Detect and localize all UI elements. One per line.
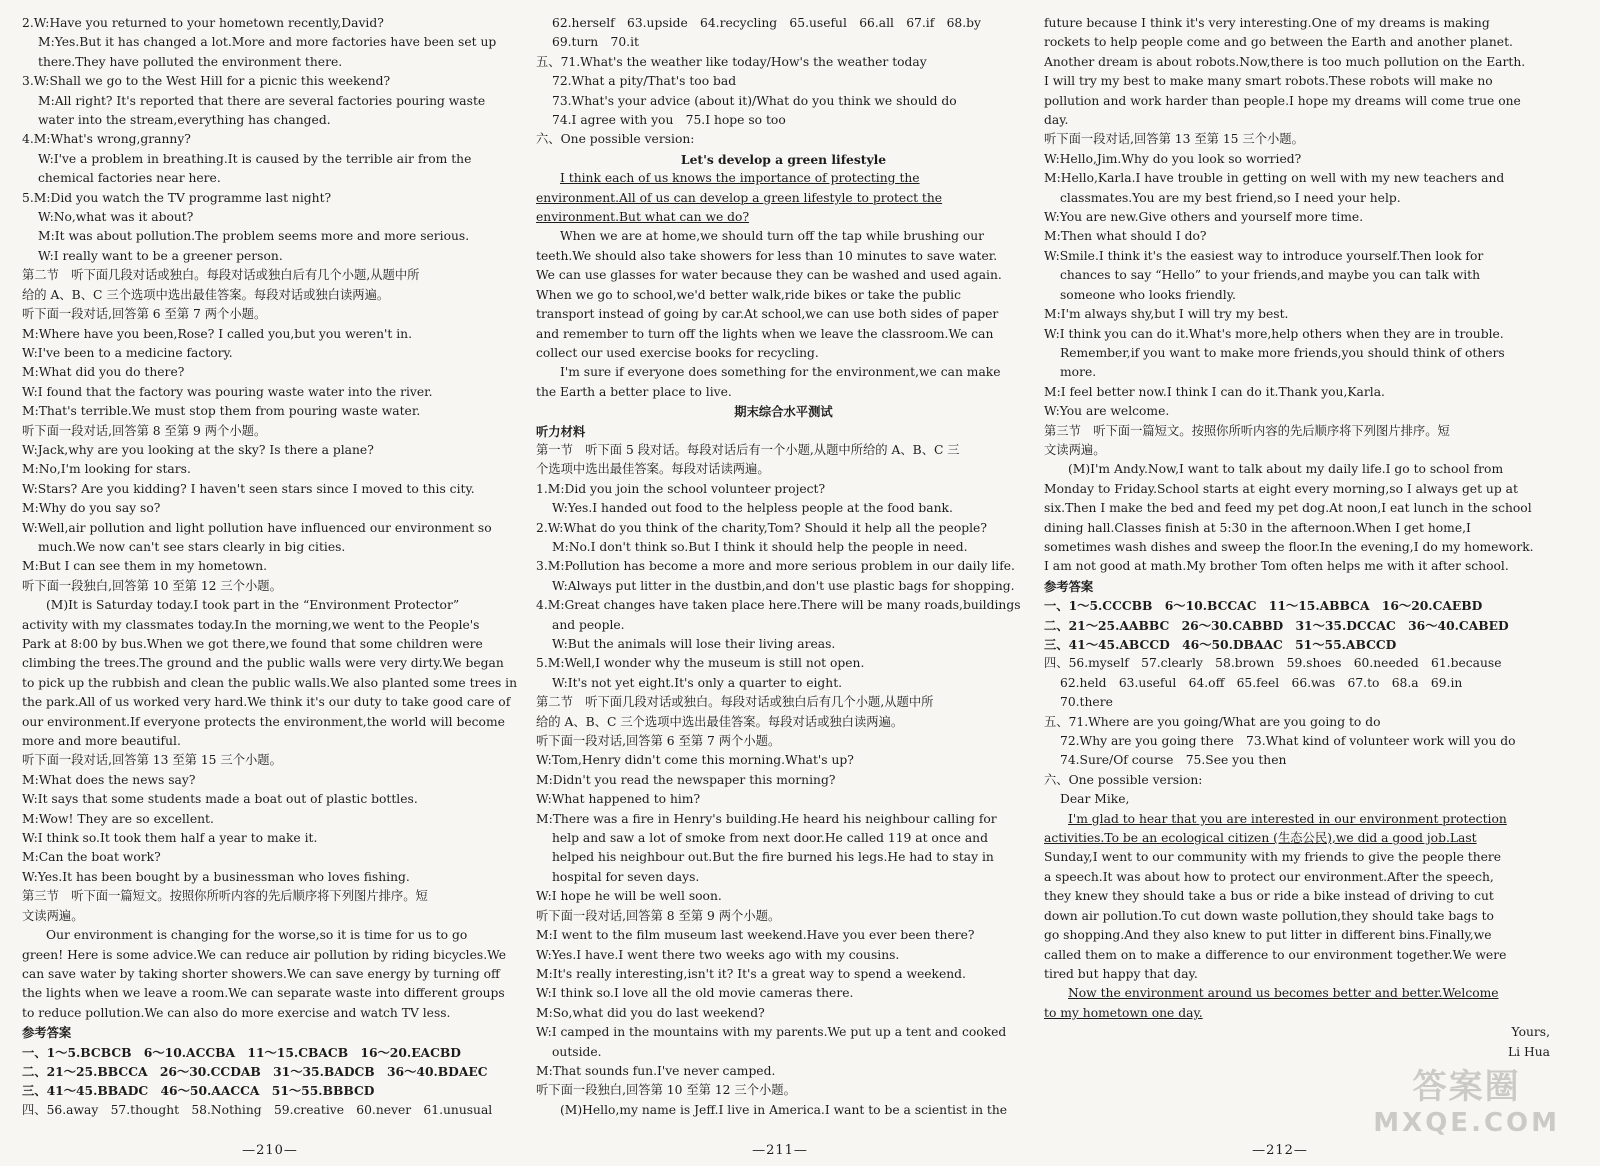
text-line: W:Well,air pollution and light pollution have influenced our environment so	[22, 520, 492, 535]
text-line: and people.	[552, 617, 625, 632]
text-line: 74.I agree with you 75.I hope so too	[552, 113, 786, 128]
text-line: 一、1～5.BCBCB 6～10.ACCBA 11～15.CBACB 16～20.EACBD	[22, 1044, 461, 1060]
text-line: 一、1～5.CCCBB 6～10.BCCAC 11～15.ABBCA 16～20.CAEBD	[1044, 598, 1483, 614]
text-line: 听下面一段对话,回答第 13 至第 15 三个小题。	[22, 753, 282, 768]
text-line: 听力材料	[536, 423, 586, 439]
text-line: water into the stream,everything has changed.	[38, 113, 331, 128]
text-line: a speech.It was about how to protect our environment.After the speech,	[1044, 869, 1494, 884]
text-line: 听下面一段独白,回答第 10 至第 12 三个小题。	[536, 1083, 796, 1098]
text-line: M:No.I don't think so.But I think it should help the people in need.	[552, 539, 968, 554]
text-line: sometimes wash dishes and sweep the floor.In the evening,I do my homework.	[1044, 539, 1534, 554]
text-line: 给的 A、B、C 三个选项中选出最佳答案。每段对话或独白读两遍。	[536, 714, 904, 729]
text-line: W:I hope he will be well soon.	[536, 889, 722, 904]
text-line: Let's develop a green lifestyle	[680, 151, 887, 167]
text-line: W:You are new.Give others and yourself more time.	[1044, 210, 1364, 225]
text-line: 第三节 听下面一篇短文。按照你所听内容的先后顺序将下列图片排序。短	[22, 889, 428, 904]
text-line: I am not good at math.My brother Tom often helps me with it after school.	[1044, 559, 1509, 574]
text-line: 62.held 63.useful 64.off 65.feel 66.was 67.to 68.a 69.in	[1060, 675, 1463, 690]
text-line: there.They have polluted the environment there.	[38, 54, 343, 69]
text-line: I will try my best to make many smart robots.These robots will make no	[1044, 74, 1493, 89]
text-line: M:So,what did you do last weekend?	[536, 1005, 765, 1020]
text-line: 参考答案	[22, 1025, 72, 1041]
page-left-column	[22, 14, 522, 1166]
text-line: 1.M:Did you join the school volunteer project?	[536, 481, 826, 496]
text-line: M:Where have you been,Rose? I called you,but you weren't in.	[22, 326, 412, 341]
text-line: (M)Hello,my name is Jeff.I live in America.I want to be a scientist in the	[560, 1102, 1008, 1117]
text-line: 2.W:What do you think of the charity,Tom? Should it help all the people?	[536, 520, 987, 535]
text-line: 文读两遍。	[22, 908, 84, 923]
text-line: W:Stars? Are you kidding? I haven't seen stars since I moved to this city.	[22, 481, 475, 496]
text-line: the park.All of us worked very hard.We think it's our duty to take good care of	[22, 695, 511, 710]
page-right-column	[1044, 14, 1550, 1166]
text-line: Now the environment around us becomes better and better.Welcome	[1068, 986, 1499, 1001]
text-line: 听下面一段对话,回答第 8 至第 9 两个小题。	[536, 908, 781, 923]
text-line: day.	[1044, 113, 1069, 128]
text-line: transport instead of going by car.At school,we can use both sides of paper	[536, 307, 999, 322]
text-line: called them on to make a difference to our environment together.We were	[1044, 947, 1507, 962]
text-line: help and saw a lot of smoke from next door.He called 119 at once and	[552, 831, 988, 846]
text-line: (M)It is Saturday today.I took part in the “Environment Protector”	[46, 598, 460, 613]
text-line: When we go to school,we'd better walk,ride bikes or take the public	[536, 287, 961, 302]
text-line: I'm sure if everyone does something for the environment,we can make	[560, 365, 1001, 380]
text-line: M:That's terrible.We must stop them from pouring waste water.	[22, 404, 421, 419]
text-line: six.Then I make the bed and feed my pet dog.At noon,I eat lunch in the school	[1044, 501, 1532, 516]
text-line: M:No,I'm looking for stars.	[22, 462, 191, 477]
text-line: M:I feel better now.I think I can do it.Thank you,Karla.	[1044, 384, 1385, 399]
text-line: W:I found that the factory was pouring waste water into the river.	[22, 384, 433, 399]
text-line: Park at 8:00 by bus.When we got there,we found that some children were	[22, 637, 483, 651]
text-line: they knew they should take a bus or ride a bike instead of driving to cut	[1044, 889, 1494, 904]
text-line: 5.M:Well,I wonder why the museum is still not open.	[536, 656, 865, 671]
text-line: much.We now can't see stars clearly in big cities.	[38, 539, 346, 554]
text-line: down air pollution.To cut down waste pollution,they should take bags to	[1044, 908, 1494, 923]
text-line: W:I've a problem in breathing.It is caused by the terrible air from the	[38, 151, 472, 166]
text-line: W:Yes.I have.I went there two weeks ago with my cousins.	[536, 947, 900, 962]
text-line: W:I camped in the mountains with my parents.We put up a tent and cooked	[536, 1025, 1007, 1040]
text-line: W:I think you can do it.What's more,help others when they are in trouble.	[1044, 326, 1504, 341]
text-line: W:But the animals will lose their living areas.	[552, 637, 836, 651]
text-line: 六、One possible version:	[536, 132, 695, 147]
text-line: 第一节 听下面 5 段对话。每段对话后有一个小题,从题中所给的 A、B、C 三	[536, 442, 960, 457]
text-line: our environment.If everyone protects the environment,the world will become	[22, 714, 505, 729]
text-line: can save water by taking shorter showers.We can save energy by turning off	[22, 966, 500, 981]
text-line: 第二节 听下面几段对话或独白。每段对话或独白后有几个小题,从题中所	[22, 268, 420, 283]
text-line: rockets to help people come and go between the Earth and another planet.	[1044, 35, 1513, 50]
text-line: M:That sounds fun.I've never camped.	[536, 1063, 776, 1078]
text-line: 69.turn 70.it	[552, 35, 639, 50]
text-line: green! Here is some advice.We can reduce air pollution by riding bicycles.We	[22, 947, 507, 962]
text-line: M:I went to the film museum last weekend.Have you ever been there?	[536, 928, 975, 943]
text-line: 听下面一段对话,回答第 6 至第 7 两个小题。	[536, 734, 781, 749]
text-line: 74.Sure/Of course 75.See you then	[1060, 753, 1287, 768]
text-line: 三、41～45.ABCCD 46～50.DBAAC 51～55.ABCCD	[1044, 637, 1397, 652]
text-line: activities.To be an ecological citizen (生态公民),we did a good job.Last	[1044, 831, 1477, 846]
text-line: 听下面一段对话,回答第 6 至第 7 两个小题。	[22, 307, 267, 322]
text-line: W:You are welcome.	[1044, 404, 1170, 419]
text-line: 文读两遍。	[1044, 442, 1106, 457]
text-line: Another dream is about robots.Now,there is too much pollution on the Earth.	[1044, 54, 1526, 69]
text-line: 六、One possible version:	[1044, 772, 1203, 787]
text-line: hospital for seven days.	[552, 869, 700, 884]
text-line: W:Yes.I handed out food to the helpless people at the food bank.	[552, 501, 953, 516]
text-line: Monday to Friday.School starts at eight every morning,so I always get up at	[1044, 481, 1518, 496]
text-line: 72.Why are you going there 73.What kind of volunteer work will you do	[1060, 734, 1516, 749]
text-line: environment.But what can we do?	[536, 210, 750, 225]
text-line: M:It's really interesting,isn't it? It's a great way to spend a weekend.	[536, 966, 966, 981]
text-line: chemical factories near here.	[38, 171, 221, 186]
text-line: 5.M:Did you watch the TV programme last night?	[22, 190, 332, 205]
text-line: W:What happened to him?	[536, 792, 701, 807]
text-line: 4.M:Great changes have taken place here.There will be many roads,buildings	[536, 598, 1021, 613]
text-line: M:There was a fire in Henry's building.He heard his neighbour calling for	[536, 811, 997, 826]
text-line: pollution and work harder than people.I hope my dreams will come true one	[1044, 93, 1521, 108]
text-line: 二、21～25.AABBC 26～30.CABBD 31～35.DCCAC 36～40.CABED	[1044, 617, 1509, 633]
text-line: chances to say “Hello” to your friends,and maybe you can talk with	[1060, 268, 1481, 283]
text-line: helped his neighbour out.But the fire burned his legs.He had to stay in	[552, 850, 994, 865]
text-line: M:Didn't you read the newspaper this morning?	[536, 772, 836, 787]
text-line: M:Why do you say so?	[22, 501, 161, 516]
text-line: 四、56.myself 57.clearly 58.brown 59.shoes 60.needed 61.because	[1044, 656, 1502, 671]
text-line: M:Then what should I do?	[1044, 229, 1207, 244]
text-line: dining hall.Classes finish at 5:30 in the afternoon.When I get home,I	[1044, 520, 1471, 535]
text-line: M:What does the news say?	[22, 772, 196, 787]
text-line: 第二节 听下面几段对话或独白。每段对话或独白后有几个小题,从题中所	[536, 695, 934, 710]
text-line: M:I'm always shy,but I will try my best.	[1044, 307, 1289, 322]
watermark-logo	[1373, 1059, 1560, 1138]
text-line: tired but happy that day.	[1044, 966, 1198, 981]
text-line: 听下面一段对话,回答第 8 至第 9 两个小题。	[22, 423, 267, 438]
text-line: M:Can the boat work?	[22, 850, 161, 865]
text-line: W:It's not yet eight.It's only a quarter to eight.	[552, 675, 843, 690]
text-line: W:Yes.It has been bought by a businessman who loves fishing.	[22, 869, 410, 884]
text-line: When we are at home,we should turn off the tap while brushing our	[560, 229, 985, 244]
text-line: 听下面一段独白,回答第 10 至第 12 三个小题。	[22, 578, 282, 593]
text-line: outside.	[552, 1044, 602, 1059]
text-line: 个选项中选出最佳答案。每段对话读两遍。	[536, 462, 770, 477]
text-line: 第三节 听下面一篇短文。按照你所听内容的先后顺序将下列图片排序。短	[1044, 423, 1450, 438]
text-line: 62.herself 63.upside 64.recycling 65.useful 66.all 67.if 68.by	[552, 16, 981, 30]
text-line: 3.W:Shall we go to the West Hill for a picnic this weekend?	[22, 74, 391, 89]
text-line: M:Yes.But it has changed a lot.More and more factories have been set up	[38, 35, 497, 50]
text-line: M:Wow! They are so excellent.	[22, 811, 214, 826]
text-line: 二、21～25.BBCCA 26～30.CCDAB 31～35.BADCB 36～40.BDAEC	[22, 1063, 488, 1079]
page-number: —212—	[1252, 1143, 1308, 1158]
text-line: W:Jack,why are you looking at the sky? Is there a plane?	[22, 442, 374, 457]
text-lines	[22, 14, 522, 1120]
text-line: Sunday,I went to our community with my friends to give the people there	[1044, 850, 1502, 865]
text-line: 70.there	[1060, 695, 1113, 710]
text-line: We can use glasses for water because they can be washed and used again.	[536, 268, 1002, 283]
text-line: the lights when we leave a room.We can separate waste into different groups	[22, 986, 505, 1001]
text-line: 4.M:What's wrong,granny?	[22, 132, 191, 147]
text-line: M:Hello,Karla.I have trouble in getting on well with my new teachers and	[1044, 171, 1505, 186]
text-line: Yours,	[1511, 1025, 1550, 1040]
text-line: W:It says that some students made a boat out of plastic bottles.	[22, 792, 418, 807]
text-line: to my hometown one day.	[1044, 1005, 1203, 1020]
text-lines	[1044, 14, 1550, 1062]
text-line: (M)I'm Andy.Now,I want to talk about my daily life.I go to school from	[1068, 462, 1504, 477]
page-number: —211—	[752, 1143, 808, 1158]
page-middle-column	[536, 14, 1031, 1166]
text-line: collect our used exercise books for recycling.	[536, 345, 819, 360]
text-line: go shopping.And they also knew to put litter in different bins.Finally,we	[1044, 928, 1492, 943]
text-line: I think each of us knows the importance of protecting the	[560, 171, 920, 186]
text-line: I'm glad to hear that you are interested in our environment protection	[1068, 811, 1507, 826]
text-line: W:Smile.I think it's the easiest way to introduce yourself.Then look for	[1044, 248, 1484, 263]
text-line: to pick up the rubbish and clean the public walls.We also planted some trees in	[22, 675, 518, 690]
text-line: 2.W:Have you returned to your hometown recently,David?	[22, 16, 384, 30]
text-line: 3.M:Pollution has become a more and more serious problem in our daily life.	[536, 559, 1015, 574]
text-line: activity with my classmates today.In the morning,we went to the People's	[22, 617, 480, 632]
text-line: Remember,if you want to make more friends,you should think of others	[1060, 345, 1505, 360]
text-line: future because I think it's very interesting.One of my dreams is making	[1044, 16, 1490, 30]
text-line: more.	[1060, 365, 1097, 380]
text-line: 五、71.What's the weather like today/How's the weather today	[536, 54, 927, 69]
text-line: and remember to turn off the lights when we leave the classroom.We can	[536, 326, 994, 341]
text-line: to reduce pollution.We can also do more exercise and watch TV less.	[22, 1005, 451, 1020]
text-line: M:All right? It's reported that there are several factories pouring waste	[38, 93, 486, 108]
text-line: W:I've been to a medicine factory.	[22, 345, 233, 360]
text-line: classmates.You are my best friend,so I need your help.	[1060, 190, 1401, 205]
text-line: Dear Mike,	[1060, 792, 1130, 807]
watermark-site-text: MXQE.COM	[1373, 1108, 1560, 1138]
text-line: W:I think so.I love all the old movie cameras there.	[536, 986, 854, 1001]
text-line: someone who looks friendly.	[1060, 287, 1236, 302]
text-line: 四、56.away 57.thought 58.Nothing 59.creative 60.never 61.unusual	[22, 1102, 493, 1117]
text-line: W:I really want to be a greener person.	[38, 248, 283, 263]
text-line: M:It was about pollution.The problem seems more and more serious.	[38, 229, 470, 244]
text-line: teeth.We should also take showers for less than 10 minutes to save water.	[536, 248, 998, 263]
text-line: 参考答案	[1044, 578, 1094, 594]
watermark-logo-text: 答案圈	[1412, 1067, 1521, 1107]
text-line: M:But I can see them in my hometown.	[22, 559, 268, 574]
text-line: Our environment is changing for the worse,so it is time for us to go	[46, 928, 468, 943]
text-line: M:What did you do there?	[22, 365, 185, 380]
text-line: environment.All of us can develop a green lifestyle to protect the	[536, 190, 943, 205]
text-line: 五、71.Where are you going/What are you going to do	[1044, 714, 1381, 729]
text-line: Li Hua	[1508, 1044, 1550, 1059]
text-line: the Earth a better place to live.	[536, 384, 732, 399]
text-line: W:I think so.It took them half a year to make it.	[22, 831, 318, 846]
text-lines	[536, 14, 1031, 1120]
text-line: 72.What a pity/That's too bad	[552, 74, 737, 89]
text-line: W:Tom,Henry didn't come this morning.What's up?	[536, 753, 854, 768]
text-line: W:Always put litter in the dustbin,and don't use plastic bags for shopping.	[552, 578, 1015, 593]
text-line: climbing the trees.The ground and the public walls were very dirty.We began	[22, 656, 504, 671]
page-number: —210—	[242, 1143, 298, 1158]
text-line: W:No,what was it about?	[38, 210, 194, 225]
text-line: more and more beautiful.	[22, 734, 181, 749]
text-line: 给的 A、B、C 三个选项中选出最佳答案。每段对话或独白读两遍。	[22, 287, 390, 302]
text-line: 三、41～45.BBADC 46～50.AACCA 51～55.BBBCD	[22, 1083, 375, 1099]
text-line: 期末综合水平测试	[734, 404, 833, 420]
text-line: 73.What's your advice (about it)/What do you think we should do	[552, 93, 957, 108]
text-line: 听下面一段对话,回答第 13 至第 15 三个小题。	[1044, 132, 1304, 147]
text-line: W:Hello,Jim.Why do you look so worried?	[1044, 151, 1302, 166]
